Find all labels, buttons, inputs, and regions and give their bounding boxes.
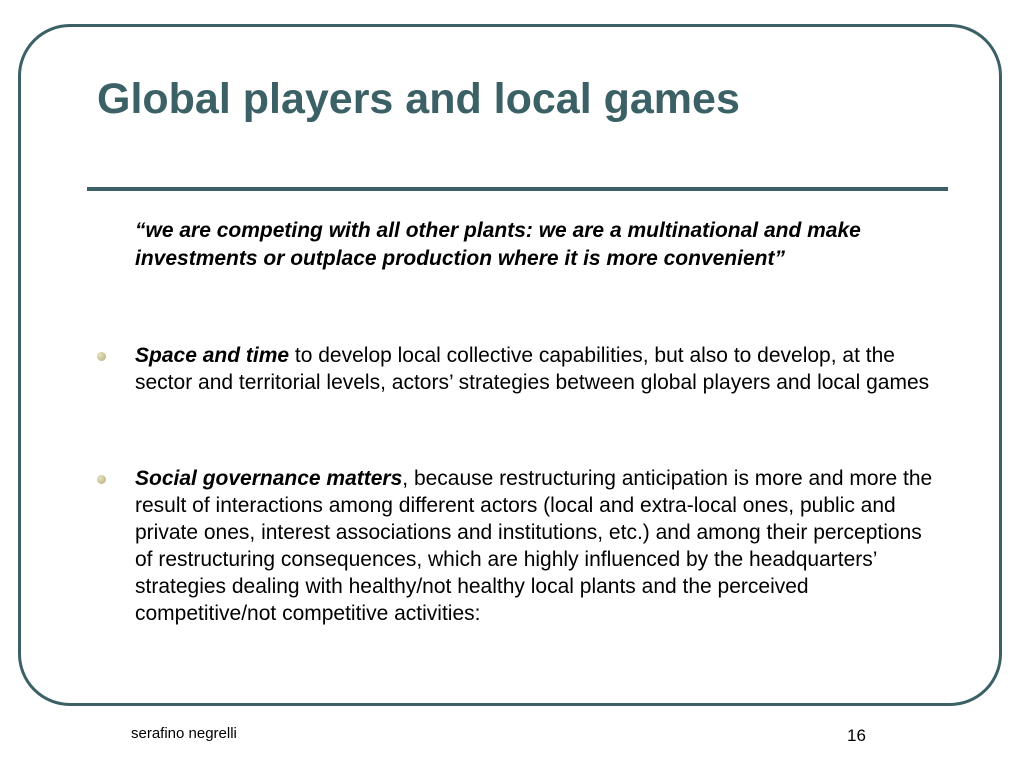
bullet-icon xyxy=(97,352,106,361)
bullet-text xyxy=(135,465,935,627)
quote-text: “we are competing with all other plants: we are a multinational and make investments or outplace production where it is more convenient” xyxy=(135,219,861,270)
bullet-emphasis: Space and time xyxy=(135,344,290,367)
bullet-icon xyxy=(97,475,106,484)
bullet-body: , because restructuring anticipation is more and more the result of interactions among different actors (local and extra-local ones, public and private ones, interest associations and institutions, etc.) and among their perceptions of restructuring consequences, which are highly influenced by the headquarters’ strategies dealing with healthy/not healthy local plants and the perceived competitive/not competitive activities: xyxy=(135,467,933,625)
bullet-emphasis: Social governance matters xyxy=(135,467,403,490)
slide-title: Global players and local games xyxy=(97,75,740,123)
footer-author: serafino negrelli xyxy=(131,725,237,742)
bullet-text xyxy=(135,342,935,396)
title-divider xyxy=(87,187,948,191)
page-number: 16 xyxy=(847,726,866,745)
bullet-body: to develop local collective capabilities, but also to develop, at the sector and territorial levels, actors’ strategies between global players and local games xyxy=(135,344,930,394)
